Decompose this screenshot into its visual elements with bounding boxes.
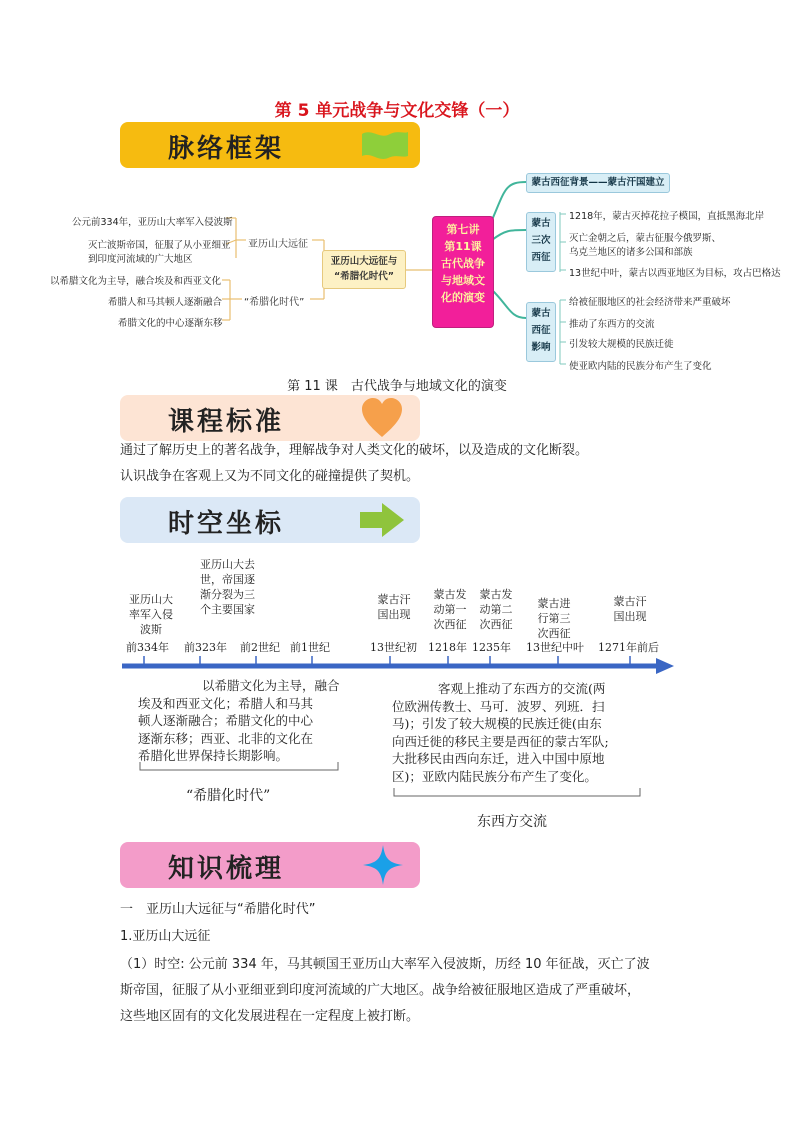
tl-event-3-l1: 蒙古汗 (377, 593, 411, 606)
tl-event-6-l1: 蒙古进 (537, 597, 571, 610)
right-low-leaf-4: 使亚欧内陆的民族分布产生了变化 (569, 361, 712, 372)
knowledge-para-1-l2: 斯帝国，征服了从小亚细亚到印度河流域的广大地区。战争给被征服地区造成了严重破坏， (120, 983, 641, 998)
tl-right-desc-l1: 客观上推动了东西方的交流(两 (438, 681, 606, 696)
lesson-title: 第 11 课 古代战争与地域文化的演变 (287, 379, 507, 394)
right-mid-line-3: 西征 (531, 252, 551, 263)
right-low-line-2: 西征 (531, 325, 551, 336)
tl-right-caption: 东西方交流 (477, 814, 547, 830)
knowledge-para-1-l3: 这些地区固有的文化发展进程在一定程度上被打断。 (120, 1009, 420, 1024)
tl-event-1-l2: 率军入侵 (129, 608, 173, 621)
tl-event-7 (606, 594, 654, 624)
knowledge-banner (120, 842, 420, 888)
tl-tick-3: 前2世纪 (240, 641, 280, 654)
tl-left-desc (138, 677, 368, 765)
tl-tick-4: 前1世纪 (290, 641, 330, 654)
left-leaf-2a: 灭亡波斯帝国，征服了从小亚细亚 (88, 240, 231, 251)
tl-event-3 (372, 592, 416, 622)
left-leaf-5: 希腊文化的中心逐渐东移 (118, 318, 223, 329)
tl-event-2-l3: 渐分裂为三 (200, 588, 255, 601)
knowledge-section-1: 一 亚历山大远征与“希腊化时代” (120, 902, 316, 917)
tl-event-4-l3: 次西征 (433, 618, 467, 631)
tl-event-1-l3: 波斯 (140, 623, 162, 636)
tl-event-5-l3: 次西征 (479, 618, 513, 631)
tl-tick-1: 前334年 (126, 641, 169, 654)
left-leaf-3: 以希腊文化为主导，融合埃及和西亚文化 (50, 276, 222, 287)
tl-event-2-l2: 世，帝国逐 (200, 573, 255, 586)
arrow-right-icon (358, 501, 406, 539)
tl-event-7-l1: 蒙古汗 (613, 595, 647, 608)
tl-tick-8: 13世纪中叶 (526, 641, 584, 654)
tl-tick-2: 前323年 (184, 641, 227, 654)
standards-line-2: 认识战争在客观上又为不同文化的碰撞提供了契机。 (120, 469, 420, 484)
right-low-line-1: 蒙古 (531, 308, 551, 319)
right-low-line-3: 影响 (531, 342, 551, 353)
right-mid-line-1: 蒙古 (531, 218, 551, 229)
sparkle-icon (362, 844, 404, 886)
tl-event-3-l2: 国出现 (377, 608, 411, 621)
standards-banner (120, 395, 420, 441)
tl-event-2-l1: 亚历山大去 (200, 558, 255, 571)
tl-right-desc-l6: 区)；亚欧内陆民族分布产生了变化。 (392, 768, 597, 784)
tl-left-desc-l5: 希腊化世界保持长期影响。 (138, 748, 289, 763)
framework-banner-text: 脉络框架 (168, 134, 285, 164)
left-leaf-1: 公元前334年，亚历山大率军入侵波斯 (72, 217, 233, 228)
center-line-1: 第七讲 (446, 223, 480, 236)
tl-event-4-l2: 动第一 (433, 603, 467, 616)
left-leaf-2b: 到印度河流域的广大地区 (88, 254, 193, 265)
tl-right-desc-l5: 大批移民由西向东迁，进入中国中原地 (392, 751, 605, 766)
tl-event-7-l2: 国出现 (613, 610, 647, 623)
right-mid-leaf-1: 1218年，蒙古灭掉花拉子模国，直抵黑海北岸 (569, 211, 765, 222)
center-line-5: 化的演变 (441, 291, 485, 304)
center-node (432, 216, 494, 328)
tl-event-1-l1: 亚历山大 (129, 593, 173, 606)
tl-event-1 (120, 592, 182, 637)
tl-left-desc-l4: 逐渐东移；西亚、北非的文化在 (138, 730, 314, 746)
right-low-node (526, 302, 556, 362)
right-mid-leaf-2a: 灭亡金朝之后，蒙古征服今俄罗斯、 (569, 233, 722, 244)
standards-banner-text: 课程标准 (168, 407, 285, 437)
left-main-node: 亚历山大远征与 “希腊化时代” (322, 250, 406, 289)
center-line-4: 与地域文 (441, 274, 485, 287)
document-title: 第 5 单元战争与文化交锋（一） (274, 101, 520, 121)
center-line-2: 第11课 (444, 240, 482, 253)
tl-tick-9: 1271年前后 (598, 641, 659, 654)
center-line-3: 古代战争 (441, 257, 485, 270)
left-leaf-4: 希腊人和马其顿人逐渐融合 (108, 297, 223, 308)
knowledge-sub-1: 1.亚历山大远征 (120, 929, 211, 944)
tl-event-6-l3: 次西征 (537, 627, 571, 640)
tl-event-4 (428, 587, 472, 632)
tl-event-5-l1: 蒙古发 (479, 588, 513, 601)
timeline-banner (120, 497, 420, 543)
tl-right-desc-l4: 向西迁徙的移民主要是西征的蒙古军队; (392, 733, 609, 749)
heart-icon (360, 397, 404, 439)
tl-right-desc-l3: 马)；引发了较大规模的民族迁徙(由东 (392, 716, 602, 731)
knowledge-para-1 (120, 952, 680, 1030)
right-low-leaf-1: 给被征服地区的社会经济带来严重破坏 (569, 297, 731, 308)
tl-left-caption: “希腊化时代” (186, 788, 271, 804)
timeline-brackets (0, 760, 794, 800)
right-low-leaf-2: 推动了东西方的交流 (569, 319, 655, 330)
tl-event-6 (530, 596, 578, 641)
tl-event-2 (200, 557, 280, 617)
tl-event-6-l2: 行第三 (537, 612, 571, 625)
tl-tick-6: 1218年 (428, 641, 467, 654)
tl-left-desc-l2: 埃及和西亚文化；希腊人和马其 (138, 695, 314, 711)
right-mid-leaf-3: 13世纪中叶，蒙古以西亚地区为目标，攻占巴格达 (569, 268, 781, 279)
timeline-banner-text: 时空坐标 (168, 509, 285, 539)
tl-event-5-l2: 动第二 (479, 603, 513, 616)
flag-icon (358, 128, 412, 162)
left-branch-1: 亚历山大远征 (248, 239, 308, 250)
right-low-leaf-3: 引发较大规模的民族迁徙 (569, 339, 674, 350)
left-branch-2: “希腊化时代” (244, 297, 305, 308)
tl-event-4-l1: 蒙古发 (433, 588, 467, 601)
tl-left-desc-l3: 顿人逐渐融合；希腊文化的中心 (138, 713, 314, 728)
knowledge-banner-text: 知识梳理 (168, 854, 285, 884)
tl-tick-5: 13世纪初 (370, 641, 417, 654)
tl-tick-7: 1235年 (472, 641, 511, 654)
tl-event-2-l4: 个主要国家 (200, 603, 255, 616)
tl-left-desc-l1: 以希腊文化为主导，融合 (202, 678, 340, 693)
right-top-node: 蒙古西征背景——蒙古汗国建立 (526, 173, 670, 193)
knowledge-para-1-l1: （1）时空: 公元前 334 年，马其顿国王亚历山大率军入侵波斯，历经 10 年征战，灭亡了波 (120, 957, 650, 972)
right-mid-line-2: 三次 (531, 235, 551, 246)
right-mid-node (526, 212, 556, 272)
right-mid-leaf-2b: 乌克兰地区的诸多公国和部族 (569, 247, 693, 258)
timeline-axis (118, 652, 678, 678)
tl-right-desc-l2: 位欧洲传教士、马可．波罗、列班．扫 (392, 698, 605, 714)
tl-event-5 (474, 587, 518, 632)
standards-line-1: 通过了解历史上的著名战争，理解战争对人类文化的破坏，以及造成的文化断裂。 (120, 443, 589, 458)
